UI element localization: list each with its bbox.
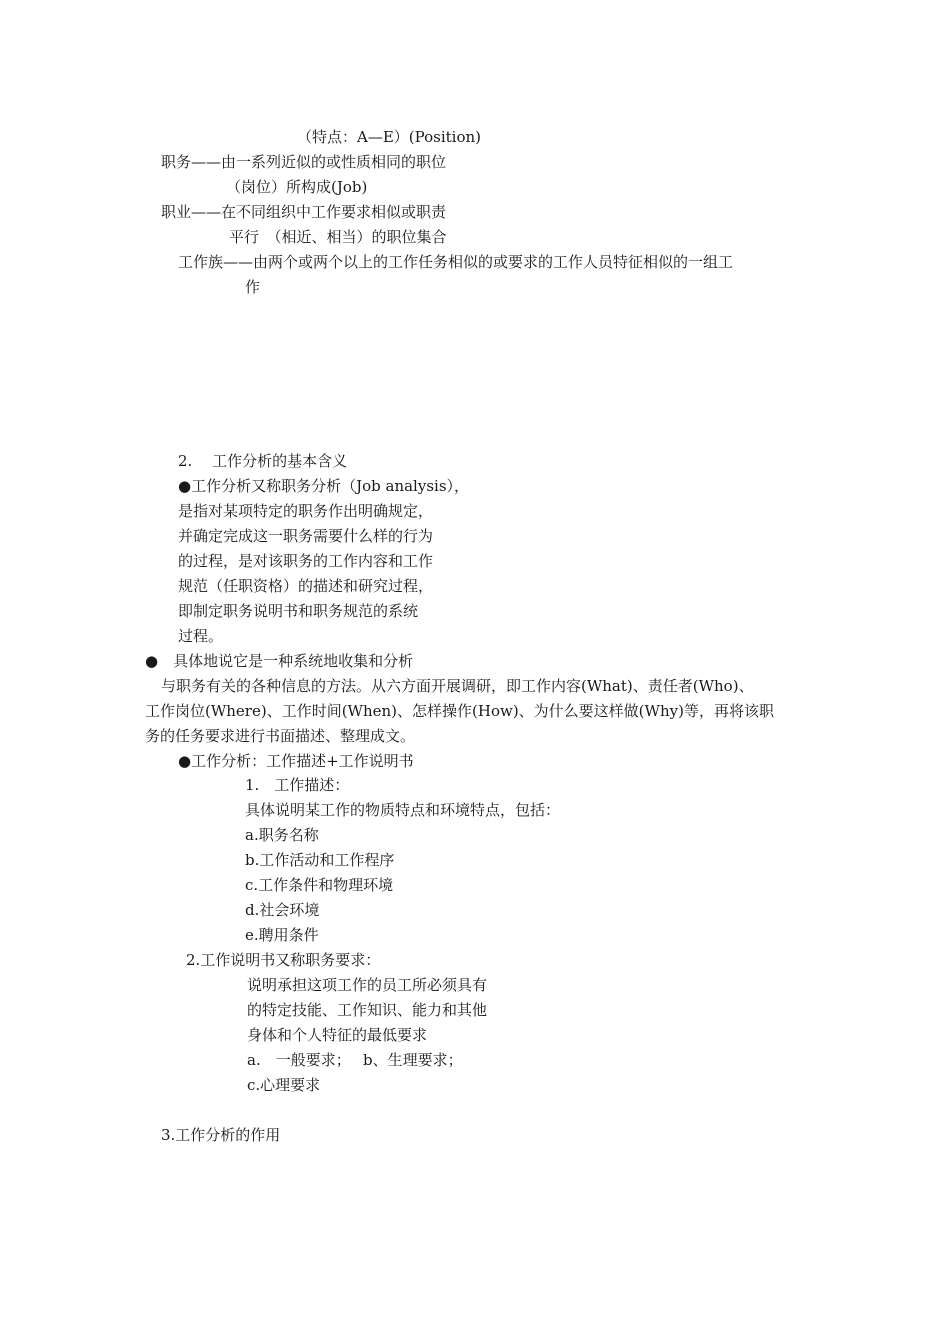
text-line-position-note: （特点：A—E）(Position): [297, 128, 482, 146]
text-line: 规范（任职资格）的描述和研究过程，: [178, 577, 434, 595]
text-line-job-family-definition-cont: 作: [245, 278, 261, 296]
list-item: d.社会环境: [245, 901, 320, 919]
section-heading-3: 3.工作分析的作用: [161, 1126, 281, 1144]
list-item: a. 一般要求； b、生理要求；: [247, 1051, 463, 1069]
section-heading-2: 2. 工作分析的基本含义: [178, 452, 348, 470]
text-line: 身体和个人特征的最低要求: [247, 1026, 428, 1044]
list-item: a.职务名称: [245, 826, 319, 844]
list-item: b.工作活动和工作程序: [245, 851, 395, 869]
text-line: 的过程，是对该职务的工作内容和工作: [178, 552, 434, 570]
text-line-job-definition-cont: （岗位）所构成(Job): [226, 178, 368, 196]
text-line: 过程。: [178, 627, 224, 645]
list-item: c.工作条件和物理环境: [245, 876, 394, 894]
text-line: 说明承担这项工作的员工所必须具有: [247, 976, 488, 994]
text-line-occupation-definition-cont: 平行 （相近、相当）的职位集合: [229, 228, 447, 246]
text-line: 的特定技能、工作知识、能力和其他: [247, 1001, 488, 1019]
subheading-job-description: 1. 工作描述：: [245, 776, 350, 794]
text-line: 是指对某项特定的职务作出明确规定，: [178, 502, 434, 520]
text-line-bullet-job-analysis: ●工作分析又称职务分析（Job analysis），: [178, 477, 470, 495]
text-line-occupation-definition: 职业——在不同组织中工作要求相似或职责: [161, 203, 447, 221]
text-line-bullet-formula: ●工作分析：工作描述+工作说明书: [178, 752, 414, 770]
text-line: 即制定职务说明书和职务规范的系统: [178, 602, 419, 620]
list-item: e.聘用条件: [245, 926, 319, 944]
text-line-job-definition: 职务——由一系列近似的或性质相同的职位: [161, 153, 447, 171]
subheading-job-specification: 2.工作说明书又称职务要求：: [186, 951, 381, 969]
text-line: 具体说明某工作的物质特点和环境特点，包括：: [245, 801, 561, 819]
text-line: 并确定完成这一职务需要什么样的行为: [178, 527, 434, 545]
text-line-job-family-definition: 工作族——由两个或两个以上的工作任务相似的或要求的工作人员特征相似的一组工: [178, 253, 734, 271]
text-line-paragraph: 与职务有关的各种信息的方法。从六方面开展调研，即工作内容(What)、责任者(Who)、: [161, 677, 754, 695]
list-item: c.心理要求: [247, 1076, 321, 1094]
text-line-bullet-specifically: ● 具体地说它是一种系统地收集和分析: [145, 652, 414, 670]
text-line-paragraph: 务的任务要求进行书面描述、整理成文。: [145, 727, 416, 745]
text-line-paragraph: 工作岗位(Where)、工作时间(When)、怎样操作(How)、为什么要这样做(Why)等，再将该职: [145, 702, 774, 720]
